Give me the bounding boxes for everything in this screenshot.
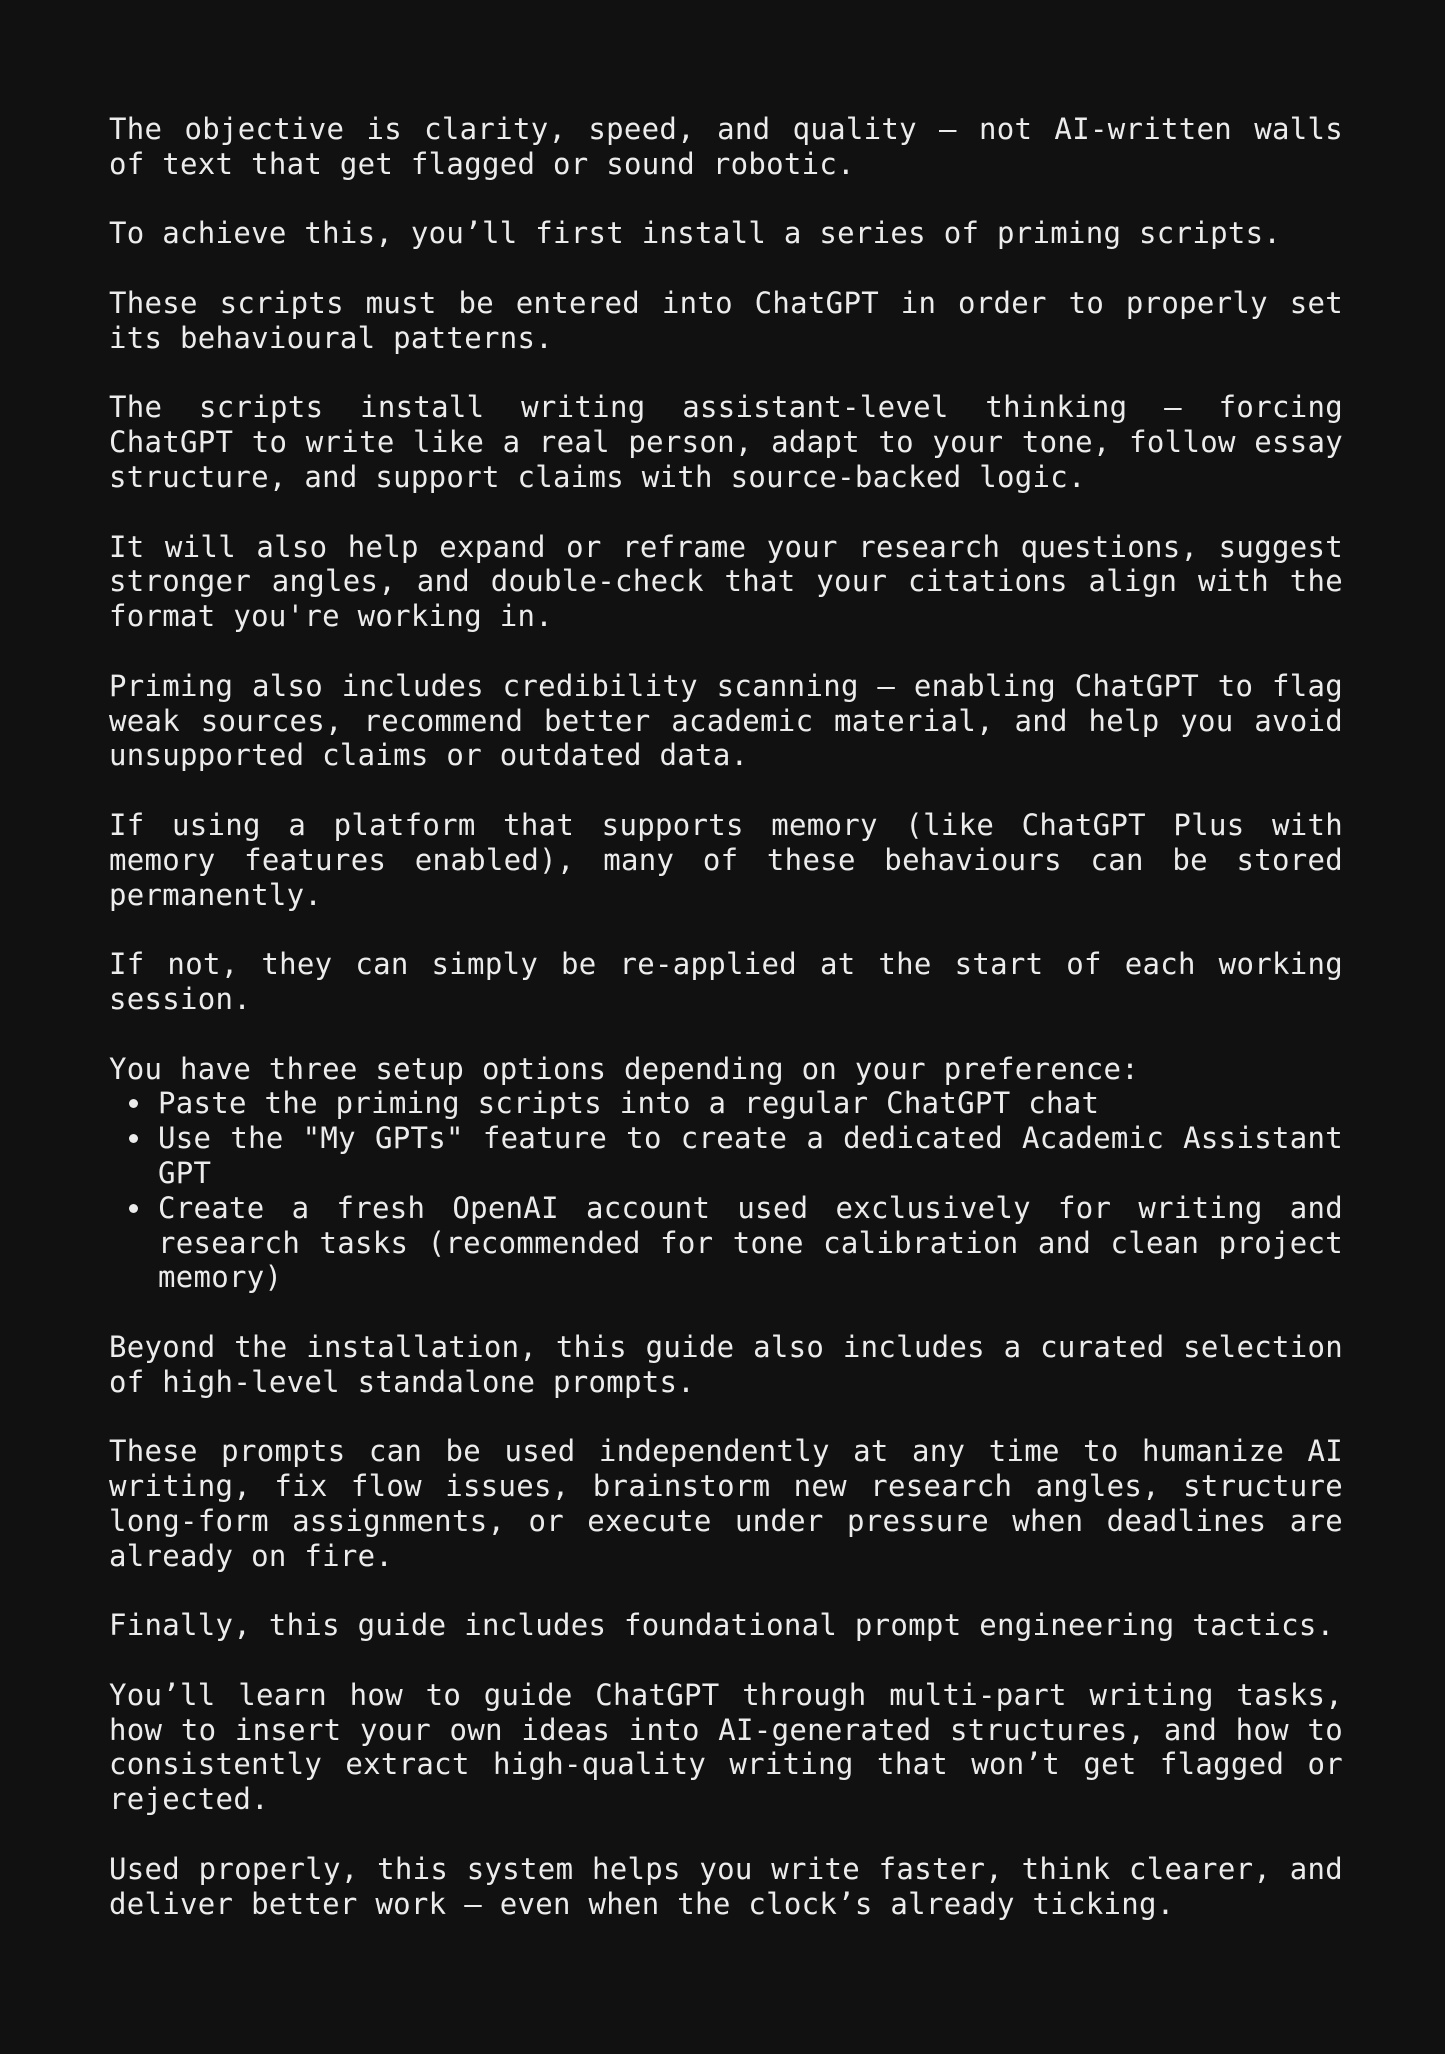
paragraph-memory: If using a platform that supports memory (like ChatGPT Plus with memory features enabled), many of these behaviours can be stored permanently. [109,807,1343,912]
paragraph-standalone-prompts: Beyond the installation, this guide also includes a curated selection of high-level standalone prompts. [109,1329,1343,1399]
bullet-icon [129,1134,138,1143]
document-body [109,112,1343,1921]
setup-options-list [109,1086,1343,1295]
list-item [109,1191,1343,1295]
option-text: Paste the priming scripts into a regular ChatGPT chat [158,1086,1100,1121]
paragraph-research-questions: It will also help expand or reframe your research questions, suggest stronger angles, and double-check that your citations align with the format you're working in. [109,529,1343,634]
options-intro: You have three setup options depending on your preference: [109,1051,1140,1086]
list-item [109,1086,1343,1121]
paragraph-enter-scripts: These scripts must be entered into ChatGPT in order to properly set its behavioural patterns. [109,285,1343,355]
paragraph-multi-part-tasks: You’ll learn how to guide ChatGPT through multi-part writing tasks, how to insert your own ideas into AI-generated structures, and how to consistently extract high-quality writing that won’t get flagged or rejected. [109,1677,1343,1817]
paragraph-writing-assistant: The scripts install writing assistant-level thinking — forcing ChatGPT to write like a real person, adapt to your tone, follow essay structure, and support claims with source-backed logic. [109,390,1343,494]
bullet-icon [129,1099,138,1108]
bullet-icon [129,1204,138,1213]
paragraph-objective: The objective is clarity, speed, and quality — not AI-written walls of text that get flagged or sound robotic. [109,112,1343,181]
paragraph-prompt-engineering: Finally, this guide includes foundational prompt engineering tactics. [109,1608,1335,1643]
list-item [109,1121,1343,1191]
paragraph-install-scripts: To achieve this, you’ll first install a series of priming scripts. [109,216,1282,251]
paragraph-reapply: If not, they can simply be re-applied at the start of each working session. [109,947,1343,1016]
paragraph-closing: Used properly, this system helps you write faster, think clearer, and deliver better work — even when the clock’s already ticking. [109,1851,1343,1921]
option-text: Use the "My GPTs" feature to create a dedicated Academic Assistant GPT [158,1121,1343,1190]
paragraph-credibility-scanning: Priming also includes credibility scanning — enabling ChatGPT to flag weak sources, recommend better academic material, and help you avoid unsupported claims or outdated data. [109,668,1343,773]
option-text: Create a fresh OpenAI account used exclusively for writing and research tasks (recommended for tone calibration and clean project memory) [158,1190,1343,1295]
paragraph-prompt-uses: These prompts can be used independently at any time to humanize AI writing, fix flow issues, brainstorm new research angles, structure long-form assignments, or execute under pressure when deadlines are already on fire. [109,1434,1343,1573]
